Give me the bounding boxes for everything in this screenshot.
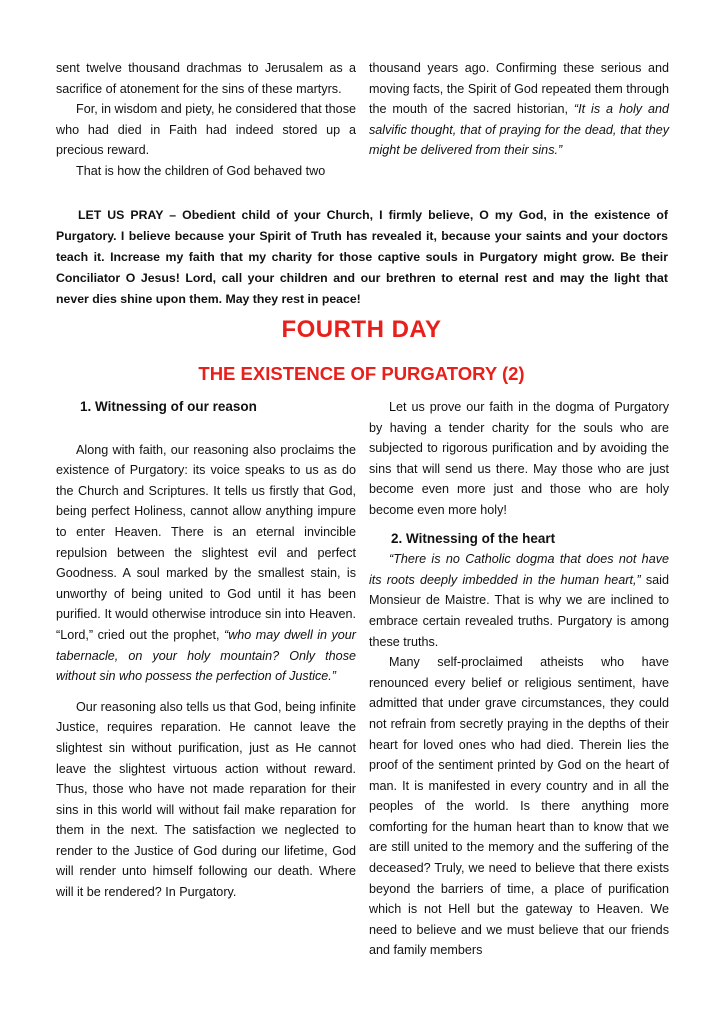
top-left-column xyxy=(56,58,356,182)
day-subtitle: THE EXISTENCE OF PURGATORY (2) xyxy=(198,363,525,384)
bottom-left-column xyxy=(56,397,356,903)
paragraph: Many self-proclaimed atheists who have renounced every belief or religious sentiment, have admitted that under grave circumstances, they could not refrain from secretly praying in the depths of their heart for loved ones who had died. Therein lies the proof of the sentiment printed by God on the heart of man. It is manifested in every country and in all the peoples of the world. Is there anything more comforting for the human heart than to know that we are still united to the memory and the suffering of the deceased? Truly, we need to believe that there exists beyond the barriers of time, a place of purification which is not Hell but the gateway to Heaven. We need to believe and we must believe that our friends and family members xyxy=(369,655,669,958)
paragraph xyxy=(56,440,356,687)
text-span: Along with faith, our reasoning also proclaims the existence of Purgatory: its voice speaks to us as do the Church and Scriptures. It tells us firstly that God, being perfect Holiness, cannot allow anything impure to enter Heaven. There is an eternal invincible repulsion between the slightest evil and perfect Goodness. A soul marked by the smallest stain, is unworthy of being united to God until it has been purified. It would otherwise introduce sin into Heaven. “Lord,” cried out the prophet, xyxy=(56,442,356,642)
bottom-right-column xyxy=(369,397,669,961)
quotation: “It is a holy and salvific thought, that of praying for the dead, that they might be delivered from their sins.” xyxy=(369,102,669,158)
prayer-paragraph: LET US PRAY – Obedient child of your Church, I firmly believe, O my God, in the existence of Purgatory. I believe because your Spirit of Truth has revealed it, because your saints and your doctors teach it. Increase my faith that my charity for those captive souls in Purgatory might grow. Be their Conciliator O Jesus! Lord, call your children and our brethren to eternal rest and may the light that never dies shine upon them. May they rest in peace! xyxy=(56,208,668,306)
quotation: “who may dwell in your tabernacle, on your holy mountain? Only those without sin who possess the perfection of Justice.” xyxy=(56,627,356,684)
paragraph: For, in wisdom and piety, he considered that those who had died in Faith had indeed stored up a precious reward. xyxy=(56,102,356,158)
day-title: FOURTH DAY xyxy=(281,316,442,343)
section-heading: 2. Witnessing of the heart xyxy=(391,530,556,546)
top-right-column xyxy=(369,58,669,161)
text-span: said Monsieur de Maistre. That is why we are inclined to embrace certain revealed truths. Purgatory is among these truths. xyxy=(369,572,669,649)
paragraph: Let us prove our faith in the dogma of Purgatory by having a tender charity for the souls who are subjected to rigorous purification and by avoiding the sins that will send us there. May those who are just become even more just and those who are holy become even more holy! xyxy=(369,400,669,517)
text-span: thousand years ago. Confirming these serious and moving facts, the Spirit of God repeated them through the mouth of the sacred historian, xyxy=(369,61,669,117)
paragraph: That is how the children of God behaved two xyxy=(76,163,326,178)
paragraph: sent twelve thousand drachmas to Jerusalem as a sacrifice of atonement for the sins of these martyrs. xyxy=(56,61,356,96)
paragraph: Our reasoning also tells us that God, being infinite Justice, requires reparation. He cannot leave the slightest sin without purification, just as He cannot leave the slightest virtuous action without reward. Thus, those who have not made reparation for their sins in this world will without fail make reparation for them in the next. The satisfaction we neglected to render to the Justice of God during our lifetime, God will render unto himself following our death. Where will it be rendered? In Purgatory. xyxy=(56,699,356,900)
section-heading: 1. Witnessing of our reason xyxy=(80,399,257,414)
quotation: “There is no Catholic dogma that does not have its roots deeply imbedded in the human heart,” xyxy=(369,552,669,587)
paragraph xyxy=(369,549,669,652)
paragraph xyxy=(369,58,669,161)
